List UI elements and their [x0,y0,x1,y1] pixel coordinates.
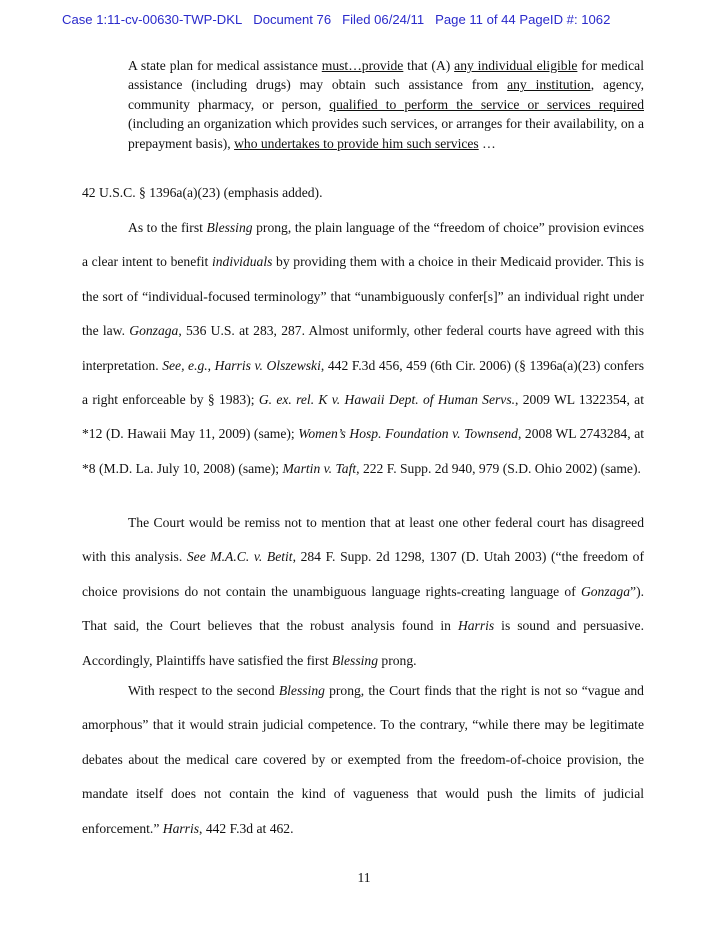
document-number: Document 76 [253,12,332,27]
filed-date: Filed 06/24/11 [342,12,425,27]
page-number: 11 [357,870,371,885]
paragraph-disagreement: The Court would be remiss not to mention that at least one other federal court has disagreed with this analysis. See M.A.C. v. Betit, 284 F. Supp. 2d 1298, 1307 (D. Utah 2003) (“the freedom of choice provisions do not contain the unambiguous language rights-creating language of Gonzaga”). That said, the Court believes that the robust analysis found in Harris is sound and persuasive. Accordingly, Plaintiffs have satisfied the first Blessing prong. [82,515,644,668]
paragraph-second-prong: With respect to the second Blessing prong, the Court finds that the right is not so “vague and amorphous” that it would strain judicial competence. To the contrary, “while there may be legitimate debates about the medical care covered by or exempted from the freedom-of-choice provision, the mandate itself does not contain the kind of vagueness that would push the limits of judicial enforcement.” Harris, 442 F.3d at 462. [82,683,644,836]
page-id: Page 11 of 44 PageID #: 1062 [435,12,611,27]
paragraph-first-prong: As to the first Blessing prong, the plain language of the “freedom of choice” provision evinces a clear intent to benefit individuals by providing them with a choice in their Medicaid provider. This is the sort of “individual-focused terminology” that “unambiguously confer[s]” an individual right under the law. Gonzaga, 536 U.S. at 283, 287. Almost uniformly, other federal courts have agreed with this interpretation. See, e.g., Harris v. Olszewski, 442 F.3d 456, 459 (6th Cir. 2006) (§ 1396a(a)(23) confers a right enforceable by § 1983); G. ex. rel. K v. Hawaii Dept. of Human Servs., 2009 WL 1322354, at *12 (D. Hawaii May 11, 2009) (same); Women’s Hosp. Foundation v. Townsend, 2008 WL 2743284, at *8 (M.D. La. July 10, 2008) (same); Martin v. Taft, 222 F. Supp. 2d 940, 979 (S.D. Ohio 2002) (same). [82,220,645,476]
court-filing-header [62,12,712,27]
block-quote: A state plan for medical assistance must…provide that (A) any individual eligible for medical assistance (including drugs) may obtain such assistance from any institution, agency, community pharmacy, or person, qualified to perform the service or services required (including an organization which provides such services, or arranges for their availability, on a prepayment basis), who undertakes to provide him such services … [128,58,645,151]
case-number: Case 1:11-cv-00630-TWP-DKL [62,12,243,27]
statute-citation: 42 U.S.C. § 1396a(a)(23) (emphasis added). [82,185,323,200]
